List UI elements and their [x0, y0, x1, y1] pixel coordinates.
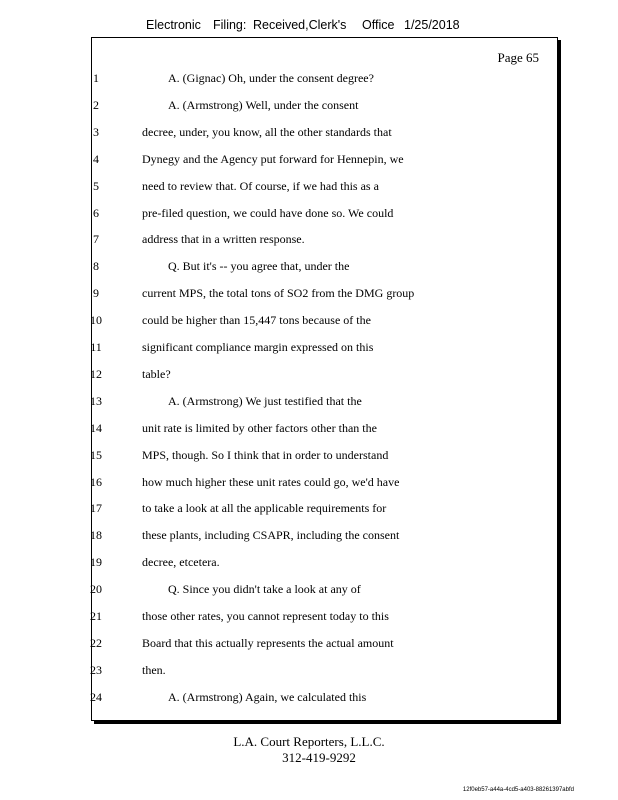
- transcript-line: [92, 286, 557, 306]
- header-filing: Filing:: [213, 18, 247, 32]
- transcript-line: [92, 367, 557, 387]
- line-number: 23: [90, 662, 102, 677]
- line-text: Dynegy and the Agency put forward for Hennepin, we: [142, 151, 404, 166]
- line-text: Q. Since you didn't take a look at any of: [168, 582, 361, 597]
- line-number: 6: [93, 205, 99, 220]
- line-number: 1: [93, 71, 99, 85]
- transcript-line: [92, 179, 557, 199]
- transcript-line: [92, 394, 557, 414]
- line-number: 19: [90, 555, 102, 570]
- line-text: how much higher these unit rates could go, we'd have: [142, 474, 400, 489]
- line-number: 20: [90, 582, 102, 597]
- line-number: 14: [90, 420, 102, 435]
- transcript-page: [91, 37, 558, 721]
- line-text: decree, under, you know, all the other standards that: [142, 124, 392, 139]
- line-text: Q. But it's -- you agree that, under the: [168, 259, 350, 274]
- transcript-line: [92, 125, 557, 145]
- line-number: 13: [90, 393, 102, 408]
- line-number: 22: [90, 635, 102, 650]
- transcript-line: [92, 475, 557, 495]
- line-text: table?: [142, 366, 171, 381]
- footer: [0, 734, 618, 766]
- transcript-line: [92, 232, 557, 252]
- line-text: Board that this actually represents the actual amount: [142, 635, 394, 650]
- line-number: 11: [90, 340, 102, 354]
- transcript-line: [92, 582, 557, 602]
- line-number: 18: [90, 528, 102, 543]
- transcript-line: [92, 690, 557, 710]
- line-text: pre-filed question, we could have done so. We could: [142, 205, 394, 220]
- line-number: 4: [93, 151, 99, 166]
- page-number: Page 65: [497, 50, 539, 65]
- header-date: 1/25/2018: [404, 18, 460, 32]
- header-received: Received,Clerk's: [253, 18, 347, 32]
- line-text: those other rates, you cannot represent today to this: [142, 609, 389, 623]
- line-text: decree, etcetera.: [142, 555, 220, 570]
- transcript-line: [92, 98, 557, 118]
- line-number: 12: [90, 366, 102, 381]
- line-number: 16: [90, 474, 102, 489]
- line-text: these plants, including CSAPR, including the consent: [142, 528, 400, 543]
- transcript-line: [92, 555, 557, 575]
- line-number: 2: [93, 97, 99, 112]
- line-text: MPS, though. So I think that in order to understand: [142, 447, 389, 462]
- line-number: 24: [90, 689, 102, 704]
- line-text: current MPS, the total tons of SO2 from the DMG group: [142, 286, 415, 301]
- line-text: then.: [142, 662, 166, 677]
- line-number: 15: [90, 447, 102, 462]
- header-office: Office: [362, 18, 395, 32]
- line-number: 8: [93, 259, 99, 274]
- header-electronic: Electronic: [146, 18, 201, 32]
- line-text: could be higher than 15,447 tons because of the: [142, 313, 371, 328]
- transcript-line: [92, 501, 557, 521]
- transcript-line: [92, 313, 557, 333]
- line-number: 21: [90, 609, 102, 623]
- line-number: 7: [93, 232, 99, 247]
- transcript-line: [92, 421, 557, 441]
- transcript-line: [92, 206, 557, 226]
- line-text: address that in a written response.: [142, 232, 305, 247]
- line-text: need to review that. Of course, if we had this as a: [142, 178, 379, 193]
- line-text: A. (Gignac) Oh, under the consent degree?: [168, 71, 374, 85]
- transcript-line: [92, 71, 557, 91]
- transcript-line: [92, 259, 557, 279]
- transcript-line: [92, 340, 557, 360]
- line-number: 3: [93, 124, 99, 139]
- line-text: A. (Armstrong) Well, under the consent: [168, 97, 359, 112]
- line-text: A. (Armstrong) We just testified that the: [168, 393, 362, 408]
- line-number: 5: [93, 178, 99, 193]
- transcript-line: [92, 528, 557, 548]
- transcript-line: [92, 152, 557, 172]
- line-number: 10: [90, 313, 102, 328]
- line-text: significant compliance margin expressed on this: [142, 340, 374, 354]
- transcript-line: [92, 663, 557, 683]
- footer-company: L.A. Court Reporters, L.L.C.: [233, 734, 385, 749]
- transcript-line: [92, 609, 557, 629]
- line-text: to take a look at all the applicable requirements for: [142, 501, 387, 516]
- line-text: unit rate is limited by other factors other than the: [142, 420, 377, 435]
- footer-phone: 312-419-9292: [282, 750, 356, 765]
- transcript-line: [92, 636, 557, 656]
- line-number: 17: [90, 501, 102, 516]
- line-number: 9: [93, 286, 99, 301]
- transcript-line: [92, 448, 557, 468]
- line-text: A. (Armstrong) Again, we calculated this: [168, 689, 367, 704]
- document-id: 12f0eb57-a44a-4cd5-a403-88261397abfd: [462, 787, 574, 793]
